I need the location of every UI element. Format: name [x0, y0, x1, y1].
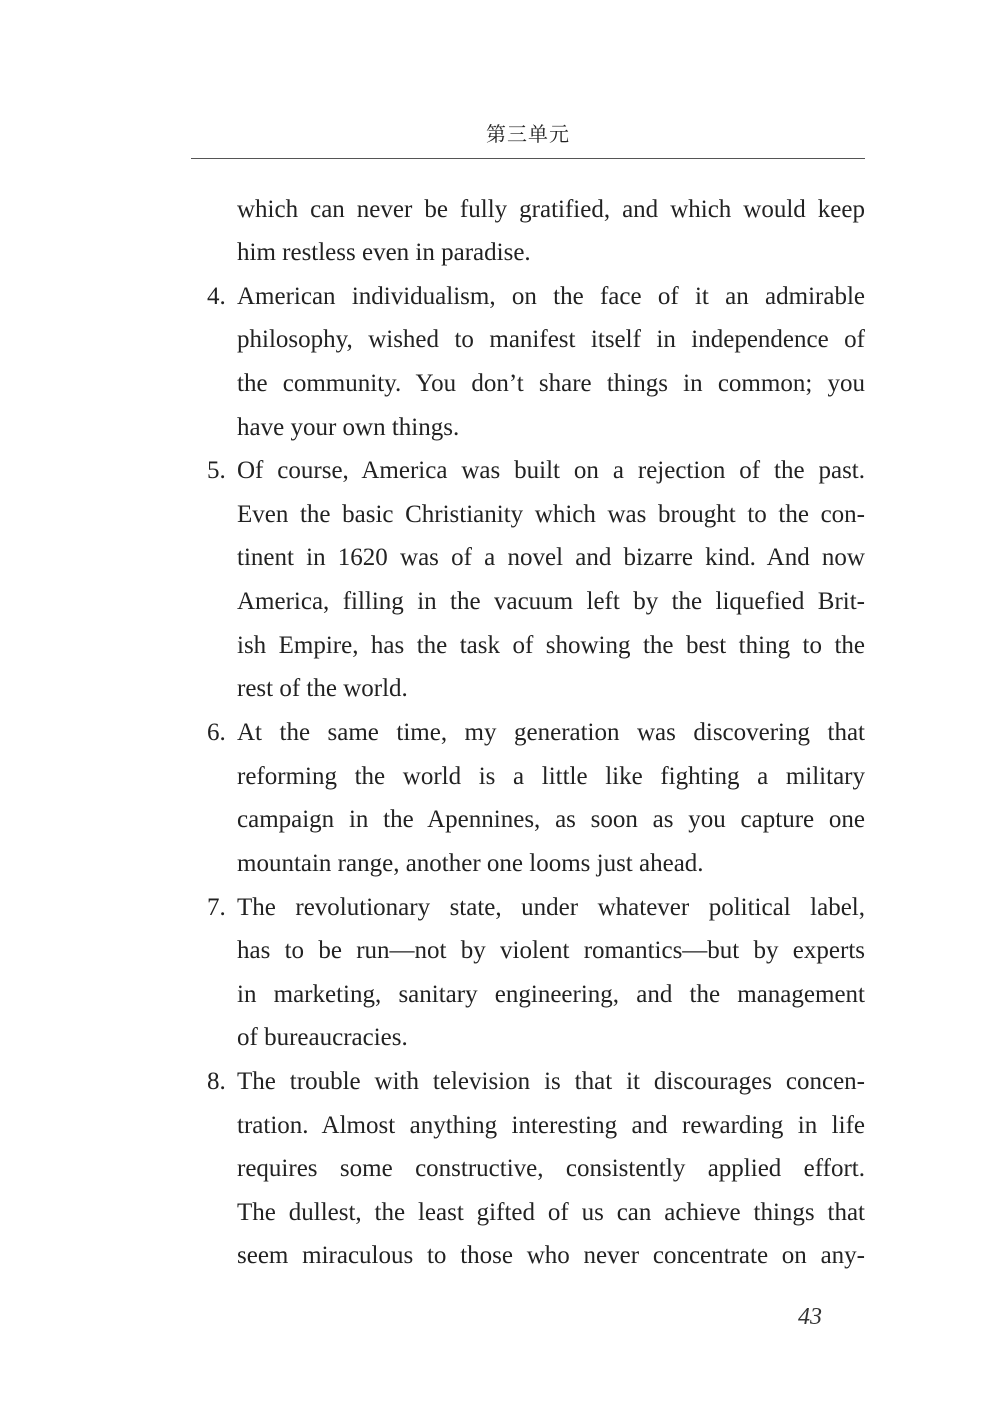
text-line: American individualism, on the face of it an admirable — [237, 283, 865, 310]
text-line: Even the basic Christianity which was brought to the con- — [237, 501, 865, 528]
text-line: mountain range, another one looms just ahead. — [237, 850, 704, 877]
text-line: which can never be fully gratified, and which would keep — [237, 196, 865, 223]
text-line: The revolutionary state, under whatever political label, — [237, 894, 865, 921]
text-line: of bureaucracies. — [237, 1024, 408, 1051]
item-number: 4. — [207, 283, 226, 310]
text-line: the community. You don’t share things in common; you — [237, 370, 865, 397]
text-line: have your own things. — [237, 414, 460, 441]
running-header — [191, 118, 865, 159]
text-line: philosophy, wished to manifest itself in independence of — [237, 326, 865, 353]
text-line: tinent in 1620 was of a novel and bizarre kind. And now — [237, 544, 865, 571]
text-line: seem miraculous to those who never concentrate on any- — [237, 1242, 865, 1269]
item-number: 5. — [207, 457, 226, 484]
text-line: has to be run—not by violent romantics—but by experts — [237, 937, 865, 964]
text-line: rest of the world. — [237, 675, 408, 702]
text-line: America, filling in the vacuum left by the liquefied Brit- — [237, 588, 865, 615]
text-line: ish Empire, has the task of showing the best thing to the — [237, 632, 865, 659]
text-line: Of course, America was built on a rejection of the past. — [237, 457, 865, 484]
item-number: 8. — [207, 1068, 226, 1095]
text-line: The trouble with television is that it discourages concen- — [237, 1068, 865, 1095]
item-number: 6. — [207, 719, 226, 746]
text-line: in marketing, sanitary engineering, and the management — [237, 981, 865, 1008]
item-number: 7. — [207, 894, 226, 921]
header-title: 第三单元 — [486, 122, 570, 146]
text-line: requires some constructive, consistently applied effort. — [237, 1155, 865, 1182]
text-line: reforming the world is a little like fighting a military — [237, 763, 865, 790]
text-line: campaign in the Apennines, as soon as you capture one — [237, 806, 865, 833]
text-line: him restless even in paradise. — [237, 239, 531, 266]
text-line: At the same time, my generation was discovering that — [237, 719, 865, 746]
text-line: tration. Almost anything interesting and rewarding in life — [237, 1112, 865, 1139]
page-number: 43 — [798, 1304, 822, 1330]
text-line: The dullest, the least gifted of us can achieve things that — [237, 1199, 865, 1226]
